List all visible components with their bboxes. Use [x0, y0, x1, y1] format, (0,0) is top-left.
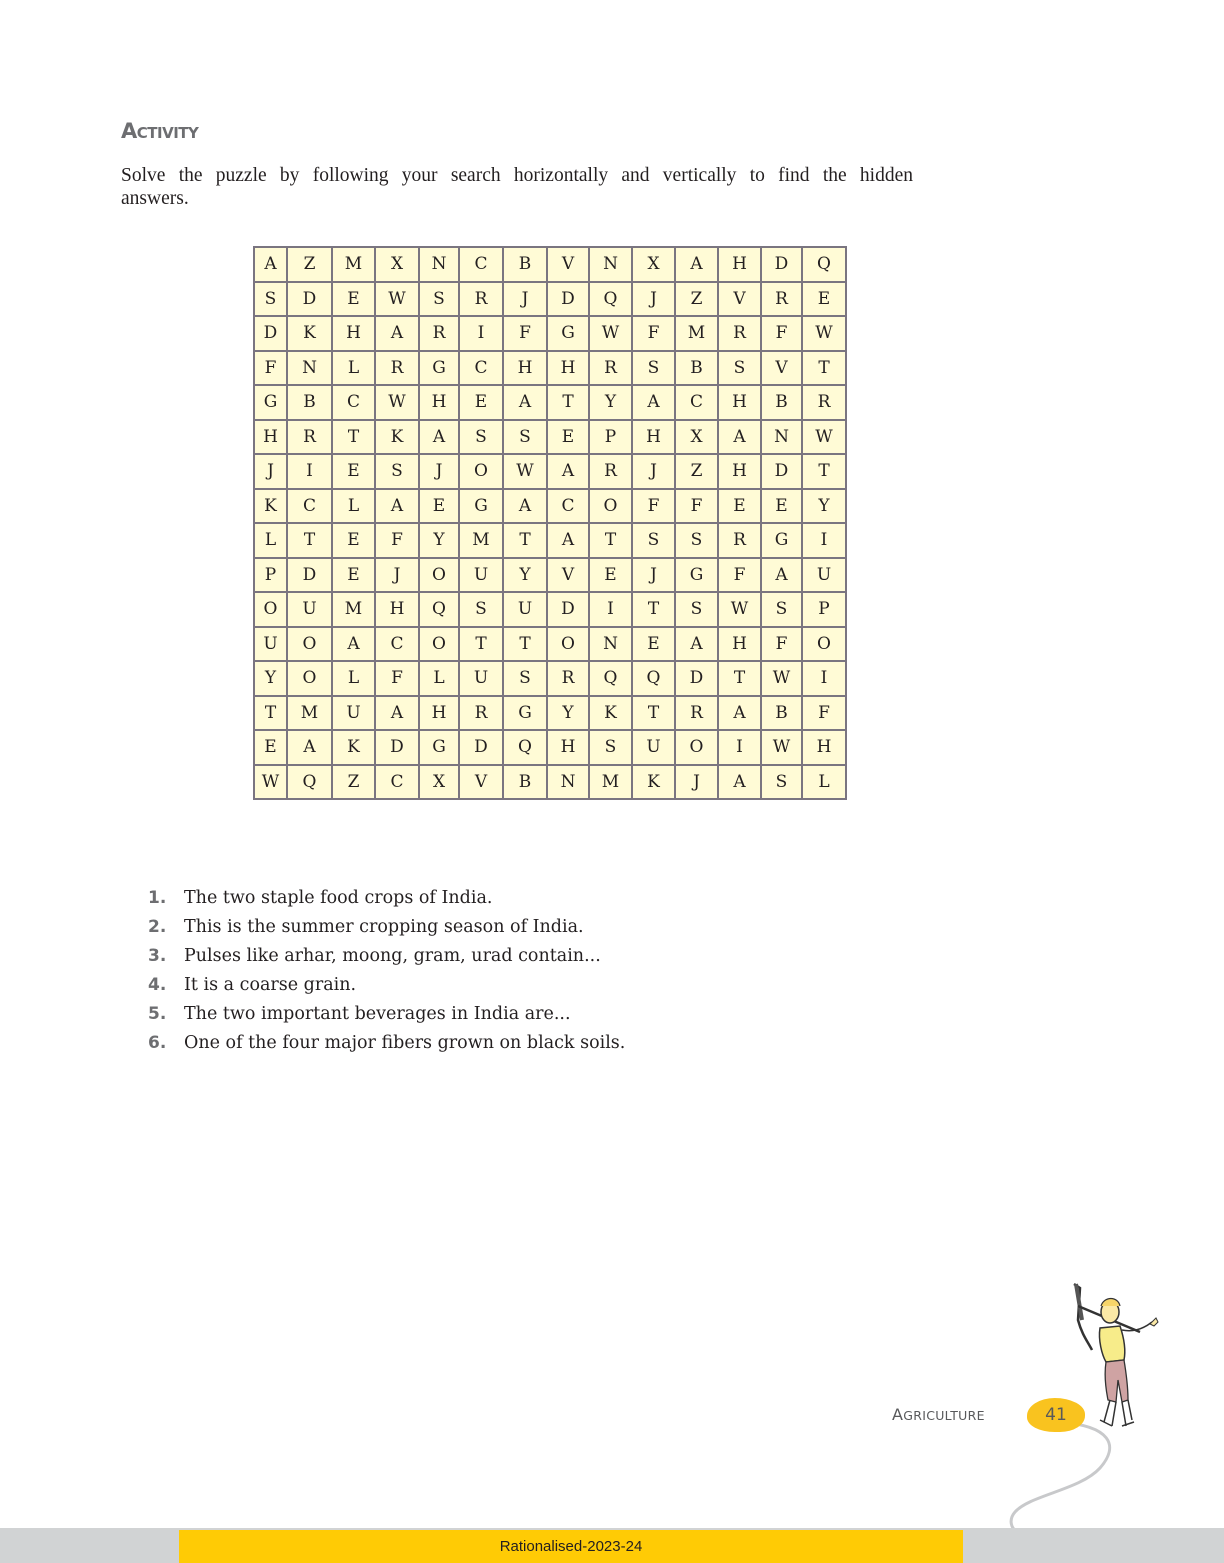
- grid-cell: T: [254, 696, 287, 731]
- grid-cell: M: [287, 696, 332, 731]
- grid-cell: D: [375, 730, 419, 765]
- grid-cell: G: [675, 558, 718, 593]
- grid-cell: G: [254, 385, 287, 420]
- grid-cell: X: [675, 420, 718, 455]
- grid-cell: C: [375, 627, 419, 662]
- grid-cell: O: [287, 661, 332, 696]
- grid-cell: S: [718, 351, 761, 386]
- grid-cell: N: [419, 247, 459, 282]
- grid-cell: A: [503, 385, 547, 420]
- grid-cell: S: [459, 592, 503, 627]
- grid-cell: D: [761, 454, 802, 489]
- grid-cell: T: [802, 351, 846, 386]
- grid-cell: A: [287, 730, 332, 765]
- grid-cell: K: [375, 420, 419, 455]
- grid-cell: U: [459, 661, 503, 696]
- grid-cell: M: [332, 247, 375, 282]
- grid-cell: I: [802, 523, 846, 558]
- grid-cell: G: [503, 696, 547, 731]
- grid-cell: W: [718, 592, 761, 627]
- clue-text: Pulses like arhar, moong, gram, urad contain...: [184, 946, 601, 966]
- grid-cell: F: [718, 558, 761, 593]
- grid-cell: W: [802, 420, 846, 455]
- banner-text: Rationalised-2023-24: [499, 1538, 643, 1555]
- grid-cell: I: [718, 730, 761, 765]
- grid-cell: V: [718, 282, 761, 317]
- activity-instructions: Solve the puzzle by following your search horizontally and vertically to find the hidden answers.: [121, 165, 913, 209]
- grid-cell: A: [718, 696, 761, 731]
- farmer-illustration-icon: [1060, 1280, 1170, 1430]
- grid-cell: Y: [802, 489, 846, 524]
- grid-cell: D: [547, 592, 589, 627]
- grid-cell: W: [503, 454, 547, 489]
- grid-cell: J: [503, 282, 547, 317]
- grid-cell: W: [761, 661, 802, 696]
- grid-cell: E: [254, 730, 287, 765]
- grid-cell: S: [761, 765, 802, 800]
- grid-cell: J: [632, 454, 675, 489]
- grid-cell: E: [332, 454, 375, 489]
- grid-cell: S: [254, 282, 287, 317]
- grid-cell: E: [332, 282, 375, 317]
- grid-cell: N: [287, 351, 332, 386]
- chapter-initial: A: [892, 1405, 904, 1424]
- grid-cell: B: [287, 385, 332, 420]
- grid-cell: X: [375, 247, 419, 282]
- grid-cell: A: [761, 558, 802, 593]
- grid-cell: C: [675, 385, 718, 420]
- grid-cell: I: [802, 661, 846, 696]
- grid-cell: E: [761, 489, 802, 524]
- grid-cell: U: [802, 558, 846, 593]
- grid-cell: O: [419, 558, 459, 593]
- grid-cell: L: [419, 661, 459, 696]
- grid-cell: A: [419, 420, 459, 455]
- grid-cell: H: [254, 420, 287, 455]
- clue-number: 4.: [148, 975, 167, 995]
- grid-cell: T: [632, 592, 675, 627]
- grid-cell: C: [287, 489, 332, 524]
- grid-cell: E: [332, 523, 375, 558]
- grid-cell: S: [459, 420, 503, 455]
- grid-cell: D: [287, 558, 332, 593]
- grid-cell: X: [632, 247, 675, 282]
- grid-cell: K: [332, 730, 375, 765]
- grid-cell: H: [718, 454, 761, 489]
- grid-cell: A: [718, 765, 761, 800]
- grid-cell: R: [761, 282, 802, 317]
- grid-cell: U: [287, 592, 332, 627]
- grid-cell: D: [459, 730, 503, 765]
- grid-cell: O: [547, 627, 589, 662]
- grid-cell: O: [254, 592, 287, 627]
- grid-cell: H: [802, 730, 846, 765]
- heading-rest: CTIVITY: [136, 124, 199, 142]
- grid-cell: W: [761, 730, 802, 765]
- grid-cell: H: [547, 730, 589, 765]
- grid-cell: T: [459, 627, 503, 662]
- grid-cell: R: [375, 351, 419, 386]
- grid-cell: H: [332, 316, 375, 351]
- grid-cell: S: [632, 351, 675, 386]
- grid-cell: R: [589, 454, 632, 489]
- grid-cell: R: [589, 351, 632, 386]
- grid-cell: M: [332, 592, 375, 627]
- grid-cell: A: [254, 247, 287, 282]
- grid-cell: Q: [632, 661, 675, 696]
- grid-cell: N: [547, 765, 589, 800]
- grid-cell: Z: [675, 454, 718, 489]
- grid-cell: R: [718, 523, 761, 558]
- grid-cell: F: [254, 351, 287, 386]
- grid-cell: Z: [287, 247, 332, 282]
- grid-cell: D: [254, 316, 287, 351]
- grid-cell: E: [632, 627, 675, 662]
- clue-text: It is a coarse grain.: [184, 975, 357, 995]
- grid-cell: M: [589, 765, 632, 800]
- grid-cell: H: [375, 592, 419, 627]
- grid-cell: E: [419, 489, 459, 524]
- grid-cell: S: [675, 592, 718, 627]
- grid-cell: T: [503, 523, 547, 558]
- heading-initial: A: [121, 119, 137, 143]
- clue-text: This is the summer cropping season of India.: [184, 917, 584, 937]
- grid-cell: T: [632, 696, 675, 731]
- grid-cell: E: [547, 420, 589, 455]
- grid-cell: T: [802, 454, 846, 489]
- grid-cell: W: [375, 385, 419, 420]
- grid-cell: G: [459, 489, 503, 524]
- grid-cell: Q: [589, 282, 632, 317]
- grid-cell: Q: [589, 661, 632, 696]
- grid-cell: S: [503, 420, 547, 455]
- grid-cell: V: [459, 765, 503, 800]
- grid-cell: Q: [802, 247, 846, 282]
- grid-cell: O: [589, 489, 632, 524]
- clue-number: 1.: [148, 888, 167, 908]
- grid-cell: V: [761, 351, 802, 386]
- grid-cell: F: [632, 489, 675, 524]
- grid-cell: F: [375, 661, 419, 696]
- grid-cell: O: [802, 627, 846, 662]
- grid-cell: H: [718, 385, 761, 420]
- grid-cell: E: [459, 385, 503, 420]
- grid-cell: O: [287, 627, 332, 662]
- grid-cell: E: [332, 558, 375, 593]
- grid-cell: E: [802, 282, 846, 317]
- grid-cell: F: [675, 489, 718, 524]
- grid-cell: K: [254, 489, 287, 524]
- grid-cell: A: [547, 454, 589, 489]
- grid-cell: Q: [419, 592, 459, 627]
- grid-cell: M: [675, 316, 718, 351]
- grid-cell: H: [503, 351, 547, 386]
- grid-cell: R: [718, 316, 761, 351]
- grid-cell: G: [547, 316, 589, 351]
- grid-cell: S: [675, 523, 718, 558]
- grid-cell: J: [632, 558, 675, 593]
- clue-number: 3.: [148, 946, 167, 966]
- grid-cell: Y: [503, 558, 547, 593]
- grid-cell: R: [459, 696, 503, 731]
- grid-cell: G: [761, 523, 802, 558]
- grid-cell: E: [589, 558, 632, 593]
- clue-number: 2.: [148, 917, 167, 937]
- grid-cell: N: [589, 247, 632, 282]
- grid-cell: L: [332, 661, 375, 696]
- grid-cell: H: [718, 627, 761, 662]
- grid-cell: Y: [547, 696, 589, 731]
- grid-cell: A: [632, 385, 675, 420]
- grid-cell: W: [254, 765, 287, 800]
- grid-cell: K: [287, 316, 332, 351]
- grid-cell: S: [589, 730, 632, 765]
- grid-cell: A: [375, 696, 419, 731]
- grid-cell: S: [503, 661, 547, 696]
- grid-cell: S: [632, 523, 675, 558]
- grid-cell: F: [375, 523, 419, 558]
- grid-cell: H: [547, 351, 589, 386]
- grid-cell: R: [287, 420, 332, 455]
- grid-cell: A: [375, 316, 419, 351]
- grid-cell: B: [761, 696, 802, 731]
- grid-cell: D: [547, 282, 589, 317]
- grid-cell: C: [375, 765, 419, 800]
- grid-cell: Y: [419, 523, 459, 558]
- grid-cell: U: [632, 730, 675, 765]
- grid-cell: R: [547, 661, 589, 696]
- grid-cell: P: [589, 420, 632, 455]
- grid-cell: L: [802, 765, 846, 800]
- chapter-title: [892, 1405, 985, 1424]
- grid-cell: F: [761, 316, 802, 351]
- grid-cell: A: [332, 627, 375, 662]
- grid-cell: J: [254, 454, 287, 489]
- grid-cell: J: [632, 282, 675, 317]
- grid-cell: N: [589, 627, 632, 662]
- grid-cell: P: [802, 592, 846, 627]
- grid-cell: I: [459, 316, 503, 351]
- grid-cell: S: [761, 592, 802, 627]
- grid-cell: Q: [503, 730, 547, 765]
- grid-cell: L: [332, 351, 375, 386]
- grid-cell: J: [375, 558, 419, 593]
- grid-cell: O: [419, 627, 459, 662]
- grid-cell: Z: [675, 282, 718, 317]
- grid-cell: U: [459, 558, 503, 593]
- grid-cell: J: [675, 765, 718, 800]
- grid-cell: I: [589, 592, 632, 627]
- grid-cell: V: [547, 247, 589, 282]
- grid-cell: J: [419, 454, 459, 489]
- grid-cell: K: [589, 696, 632, 731]
- clue-text: The two important beverages in India are...: [184, 1004, 571, 1024]
- chapter-rest: GRICULTURE: [903, 1408, 985, 1423]
- grid-cell: Z: [332, 765, 375, 800]
- grid-cell: V: [547, 558, 589, 593]
- grid-cell: O: [675, 730, 718, 765]
- grid-cell: D: [287, 282, 332, 317]
- grid-cell: T: [718, 661, 761, 696]
- grid-cell: X: [419, 765, 459, 800]
- grid-cell: T: [332, 420, 375, 455]
- grid-cell: T: [287, 523, 332, 558]
- grid-cell: B: [503, 247, 547, 282]
- clue-text: The two staple food crops of India.: [184, 888, 493, 908]
- grid-cell: R: [459, 282, 503, 317]
- grid-cell: P: [254, 558, 287, 593]
- grid-cell: W: [589, 316, 632, 351]
- grid-cell: W: [375, 282, 419, 317]
- clue-text: One of the four major fibers grown on black soils.: [184, 1033, 626, 1053]
- grid-cell: C: [459, 247, 503, 282]
- grid-cell: W: [802, 316, 846, 351]
- grid-cell: F: [802, 696, 846, 731]
- grid-cell: E: [718, 489, 761, 524]
- grid-cell: C: [459, 351, 503, 386]
- grid-cell: G: [419, 351, 459, 386]
- grid-cell: H: [419, 385, 459, 420]
- grid-cell: T: [503, 627, 547, 662]
- grid-cell: F: [761, 627, 802, 662]
- grid-cell: L: [254, 523, 287, 558]
- grid-cell: C: [547, 489, 589, 524]
- rationalised-banner: [179, 1530, 963, 1563]
- grid-cell: U: [332, 696, 375, 731]
- grid-cell: S: [375, 454, 419, 489]
- grid-cell: R: [802, 385, 846, 420]
- grid-cell: Q: [287, 765, 332, 800]
- clue-number: 5.: [148, 1004, 167, 1024]
- grid-cell: T: [547, 385, 589, 420]
- grid-cell: D: [761, 247, 802, 282]
- grid-cell: U: [254, 627, 287, 662]
- grid-cell: L: [332, 489, 375, 524]
- grid-cell: A: [547, 523, 589, 558]
- grid-cell: O: [459, 454, 503, 489]
- grid-cell: C: [332, 385, 375, 420]
- grid-cell: Y: [254, 661, 287, 696]
- grid-cell: U: [503, 592, 547, 627]
- grid-cell: I: [287, 454, 332, 489]
- grid-cell: S: [419, 282, 459, 317]
- grid-cell: H: [419, 696, 459, 731]
- grid-cell: B: [503, 765, 547, 800]
- grid-cell: R: [419, 316, 459, 351]
- grid-cell: A: [503, 489, 547, 524]
- page-number: 41: [1045, 1405, 1067, 1425]
- grid-cell: F: [503, 316, 547, 351]
- clue-number: 6.: [148, 1033, 167, 1053]
- grid-cell: B: [761, 385, 802, 420]
- grid-cell: F: [632, 316, 675, 351]
- grid-cell: Y: [589, 385, 632, 420]
- grid-cell: N: [761, 420, 802, 455]
- grid-cell: R: [675, 696, 718, 731]
- grid-cell: T: [589, 523, 632, 558]
- grid-cell: A: [375, 489, 419, 524]
- grid-cell: A: [675, 627, 718, 662]
- grid-cell: A: [675, 247, 718, 282]
- grid-cell: H: [632, 420, 675, 455]
- grid-cell: M: [459, 523, 503, 558]
- grid-cell: H: [718, 247, 761, 282]
- grid-cell: A: [718, 420, 761, 455]
- grid-cell: G: [419, 730, 459, 765]
- grid-cell: K: [632, 765, 675, 800]
- grid-cell: D: [675, 661, 718, 696]
- grid-cell: B: [675, 351, 718, 386]
